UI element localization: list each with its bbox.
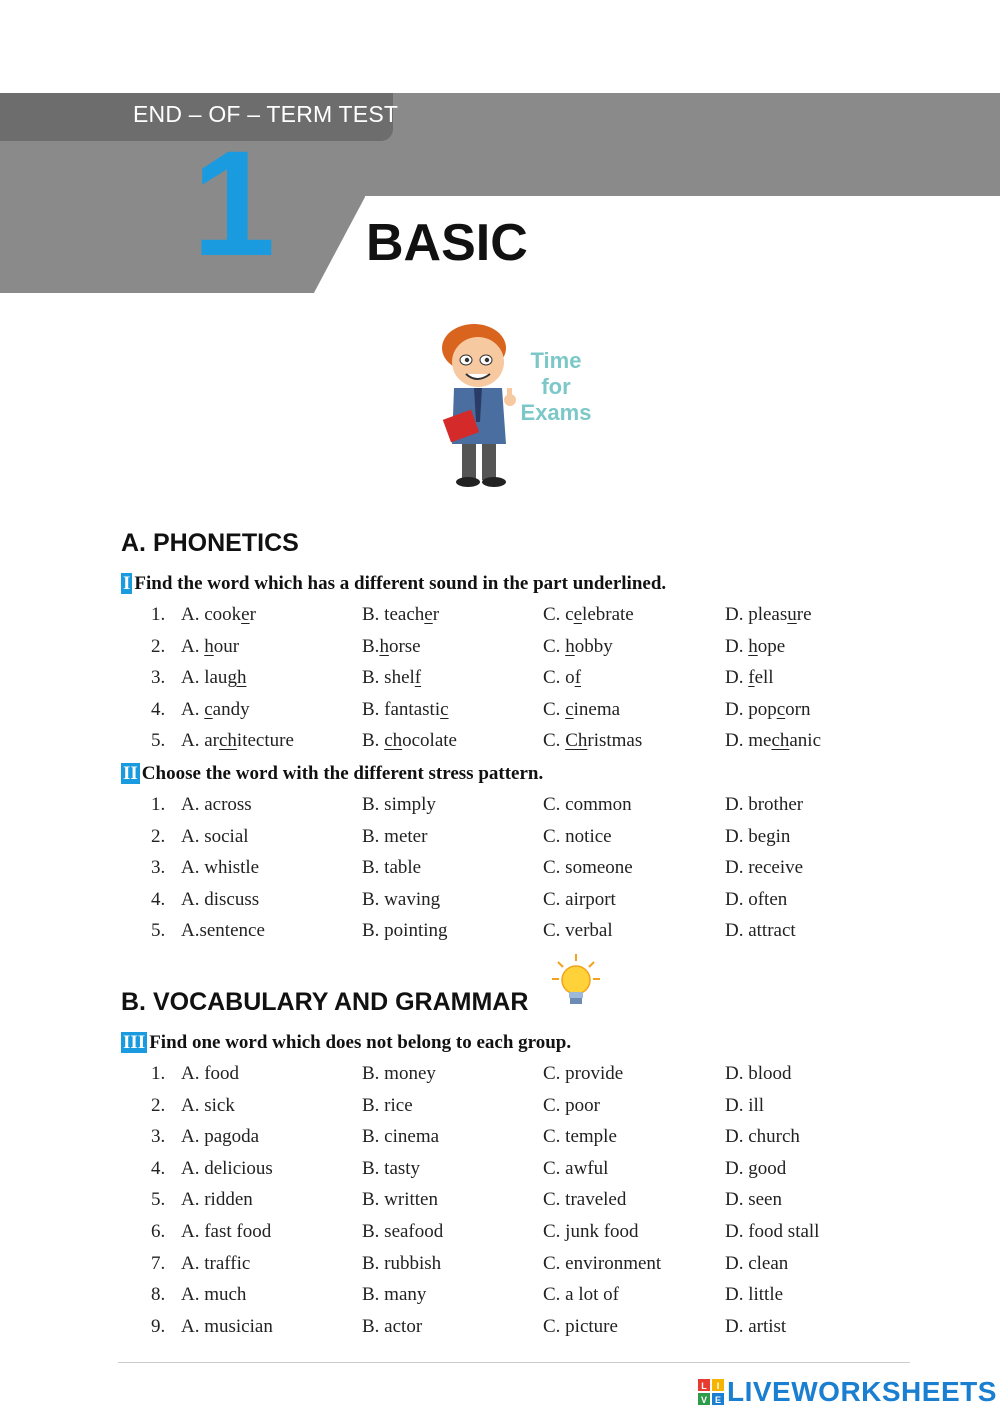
answer-option[interactable] (181, 636, 239, 658)
answer-option[interactable] (725, 604, 812, 626)
lightbulb-icon (550, 952, 602, 1010)
answer-option[interactable]: B. money (362, 1063, 436, 1084)
underlined-letters: f (414, 667, 422, 689)
part-badge: I (123, 573, 131, 594)
answer-option[interactable]: A. musician (181, 1315, 273, 1337)
answer-option[interactable]: D. often (725, 888, 788, 910)
answer-option[interactable] (725, 730, 821, 752)
liveworksheets-logo[interactable] (698, 1376, 997, 1408)
answer-option[interactable] (362, 667, 421, 689)
answer-option[interactable]: C. picture (543, 1315, 618, 1337)
answer-option[interactable]: A. much (181, 1284, 247, 1306)
underlined-letters: c (440, 698, 449, 720)
answer-option[interactable] (362, 604, 439, 626)
answer-option[interactable] (181, 667, 246, 689)
question-row (0, 636, 1000, 660)
answer-option[interactable]: B. written (362, 1189, 438, 1211)
question-row (0, 857, 1000, 881)
answer-option[interactable]: B. pointing (362, 920, 448, 942)
answer-option[interactable]: A. ridden (181, 1189, 253, 1211)
answer-option[interactable]: C. traveled (543, 1189, 627, 1211)
answer-option[interactable]: C. notice (543, 825, 612, 847)
underlined-letters: ch (771, 730, 790, 752)
underlined-letters: f (574, 667, 582, 689)
question-row (0, 699, 1000, 723)
test-title: END – OF – TERM TEST (133, 101, 399, 127)
answer-option[interactable]: D. brother (725, 794, 804, 815)
answer-option[interactable]: B. rice (362, 1094, 413, 1116)
logo-text: LIVEWORKSHEETS (727, 1376, 997, 1407)
option-text: C. o (543, 667, 575, 689)
option-text: B. shel (362, 667, 415, 689)
question-number: 6. (151, 1221, 166, 1242)
part1-instruction (121, 573, 666, 595)
caption-line: Time (530, 348, 582, 373)
answer-option[interactable]: B. rubbish (362, 1252, 442, 1274)
question-row (0, 667, 1000, 691)
logo-letter: V (700, 1395, 708, 1405)
underlined-letters: h (379, 635, 389, 657)
option-text: anic (789, 730, 822, 752)
underlined-letters: e (573, 604, 583, 625)
section-a-title: A. PHONETICS (121, 529, 299, 557)
question-row (0, 1189, 1000, 1213)
option-text: our (213, 635, 240, 657)
option-text: A. (181, 698, 205, 720)
underlined-letters: ch (218, 730, 237, 752)
answer-option[interactable]: D. little (725, 1284, 784, 1306)
option-text: r (249, 604, 256, 625)
option-text: C. (543, 635, 566, 657)
answer-option[interactable]: B. table (362, 857, 422, 879)
answer-option[interactable] (181, 699, 250, 721)
answer-option[interactable]: A. whistle (181, 857, 260, 879)
option-text: orse (388, 635, 421, 657)
answer-option[interactable]: A. traffic (181, 1252, 251, 1274)
logo-letter: L (701, 1381, 707, 1391)
option-text: B. teach (362, 604, 425, 625)
option-text: B. (362, 635, 380, 657)
answer-option[interactable]: C. airport (543, 888, 616, 910)
caption-line: Exams (520, 400, 592, 425)
section-b-title: B. VOCABULARY AND GRAMMAR (121, 988, 529, 1016)
underlined-letters: c (565, 698, 574, 720)
answer-option[interactable] (543, 667, 581, 689)
answer-option[interactable] (543, 699, 620, 721)
answer-option[interactable]: A. across (181, 794, 252, 815)
answer-option[interactable]: D. receive (725, 857, 804, 879)
answer-option[interactable]: D. clean (725, 1252, 789, 1274)
option-text: A. ar (181, 730, 219, 752)
answer-option[interactable] (362, 699, 449, 721)
answer-option[interactable]: A. fast food (181, 1221, 272, 1242)
answer-option[interactable]: D. artist (725, 1315, 787, 1337)
question-row (0, 730, 1000, 754)
answer-option[interactable]: A. food (181, 1063, 240, 1084)
option-text: ristmas (587, 730, 643, 752)
option-text: ell (754, 667, 774, 689)
question-row (0, 1221, 1000, 1245)
answer-option[interactable] (725, 636, 785, 658)
answer-option[interactable]: B. meter (362, 825, 428, 847)
answer-option[interactable] (543, 636, 613, 658)
option-text: andy (212, 698, 250, 720)
option-text: C. (543, 730, 566, 752)
option-text: D. (725, 635, 749, 657)
answer-option[interactable]: A. discuss (181, 888, 260, 910)
option-text: ocolate (402, 730, 457, 752)
option-text: D. (725, 667, 749, 689)
option-text: orn (785, 698, 811, 720)
question-number: 5. (151, 1189, 166, 1211)
option-text: D. pleas (725, 604, 788, 625)
option-text: obby (574, 635, 613, 657)
answer-option[interactable]: B. seafood (362, 1221, 444, 1242)
question-number: 2. (151, 825, 166, 847)
question-number: 7. (151, 1252, 166, 1274)
caption-line: for (541, 374, 571, 399)
option-text: A. cook (181, 604, 242, 625)
question-number: 1. (151, 604, 166, 625)
answer-option[interactable]: A. delicious (181, 1157, 273, 1179)
answer-option[interactable]: D. church (725, 1126, 800, 1148)
logo-grid-icon (698, 1379, 724, 1405)
underlined-letters: h (565, 635, 575, 657)
answer-option[interactable]: A. sick (181, 1094, 235, 1116)
option-text: lebrate (582, 604, 634, 625)
logo-letter: E (714, 1395, 722, 1405)
question-number: 4. (151, 698, 166, 720)
answer-option[interactable]: D. good (725, 1157, 787, 1179)
option-text: r (432, 604, 440, 625)
option-text: B. fantasti (362, 698, 441, 720)
option-text: A. (181, 635, 205, 657)
answer-option[interactable] (725, 699, 811, 721)
answer-option[interactable] (725, 667, 774, 689)
question-number: 1. (151, 1063, 166, 1084)
question-row (0, 920, 1000, 944)
underlined-letters: e (424, 604, 433, 625)
underlined-letters: f (748, 667, 755, 689)
question-row (0, 1253, 1000, 1277)
question-number: 5. (151, 920, 166, 942)
part3-instruction (121, 1032, 571, 1054)
answer-option[interactable]: C. a lot of (543, 1284, 619, 1306)
answer-option[interactable]: B. tasty (362, 1157, 421, 1179)
answer-option[interactable]: C. awful (543, 1157, 609, 1179)
answer-option[interactable]: B. simply (362, 794, 436, 815)
underlined-letters: Ch (565, 730, 588, 752)
answer-option[interactable]: C. junk food (543, 1221, 639, 1242)
test-number: 1 (192, 119, 276, 287)
underlined-letters: h (204, 635, 214, 657)
instruction-text: Find the word which has a different sound in the part underlined. (134, 573, 667, 594)
answer-option[interactable]: C. common (543, 794, 632, 815)
answer-option[interactable]: D. blood (725, 1063, 792, 1084)
illustration-caption (516, 348, 596, 426)
underlined-letters: c (204, 698, 213, 720)
question-row (0, 794, 1000, 818)
answer-option[interactable] (543, 730, 642, 752)
answer-option[interactable]: D. ill (725, 1094, 765, 1116)
question-number: 9. (151, 1315, 166, 1337)
answer-option[interactable]: A. social (181, 825, 249, 847)
option-text: re (796, 604, 812, 625)
question-number: 2. (151, 635, 166, 657)
question-row (0, 1158, 1000, 1182)
question-row (0, 604, 1000, 628)
underlined-letters: u (787, 604, 797, 625)
answer-option[interactable]: D. attract (725, 920, 796, 942)
question-number: 4. (151, 888, 166, 910)
option-text: ope (757, 635, 786, 657)
option-text: D. me (725, 730, 772, 752)
underlined-letters: e (241, 604, 250, 625)
answer-option[interactable]: D. food stall (725, 1221, 820, 1242)
answer-option[interactable] (362, 730, 457, 752)
answer-option[interactable]: C. someone (543, 857, 633, 879)
option-text: A. lau (181, 667, 228, 689)
answer-option[interactable]: D. begin (725, 825, 791, 847)
question-row (0, 889, 1000, 913)
level-title: BASIC (366, 214, 528, 272)
question-row (0, 826, 1000, 850)
question-row (0, 1284, 1000, 1308)
option-text: C. (543, 698, 566, 720)
option-text: D. pop (725, 698, 777, 720)
answer-option[interactable]: D. seen (725, 1189, 782, 1211)
question-number: 3. (151, 857, 166, 879)
answer-option[interactable]: B. waving (362, 888, 441, 910)
question-row (0, 1095, 1000, 1119)
underlined-letters: ch (384, 730, 403, 752)
option-text: B. (362, 730, 385, 752)
underlined-letters: c (776, 698, 786, 720)
instruction-text: Choose the word with the different stress pattern. (141, 763, 544, 784)
answer-option[interactable] (362, 636, 421, 658)
answer-option[interactable]: C. temple (543, 1126, 617, 1148)
question-row (0, 1316, 1000, 1340)
answer-option[interactable]: C. verbal (543, 920, 613, 942)
answer-option[interactable]: C. environment (543, 1252, 662, 1274)
question-row (0, 1063, 1000, 1087)
question-number: 3. (151, 1126, 166, 1148)
question-number: 5. (151, 730, 166, 752)
option-text: itecture (236, 730, 294, 752)
part-badge: II (123, 763, 138, 784)
option-text: inema (573, 698, 621, 720)
answer-option[interactable] (181, 730, 294, 752)
question-number: 4. (151, 1157, 166, 1179)
footer-divider (118, 1362, 910, 1363)
question-row (0, 1126, 1000, 1150)
underlined-letters: gh (227, 667, 247, 689)
part-badge: III (123, 1032, 146, 1053)
underlined-letters: h (748, 635, 758, 657)
question-number: 1. (151, 794, 166, 815)
answer-option[interactable]: B. many (362, 1284, 427, 1306)
instruction-text: Find one word which does not belong to each group. (149, 1032, 572, 1053)
logo-letter: I (716, 1381, 720, 1391)
option-text: C. c (543, 604, 574, 625)
question-number: 3. (151, 667, 166, 689)
answer-option[interactable]: B. cinema (362, 1126, 440, 1148)
answer-option[interactable] (543, 604, 634, 626)
answer-option[interactable]: C. provide (543, 1063, 624, 1084)
answer-option[interactable] (181, 604, 256, 626)
answer-option[interactable]: B. actor (362, 1315, 423, 1337)
question-number: 2. (151, 1094, 166, 1116)
part2-instruction (121, 763, 543, 785)
answer-option[interactable]: C. poor (543, 1094, 600, 1116)
answer-option[interactable]: A.sentence (181, 920, 265, 942)
answer-option[interactable]: A. pagoda (181, 1126, 260, 1148)
question-number: 8. (151, 1284, 166, 1306)
